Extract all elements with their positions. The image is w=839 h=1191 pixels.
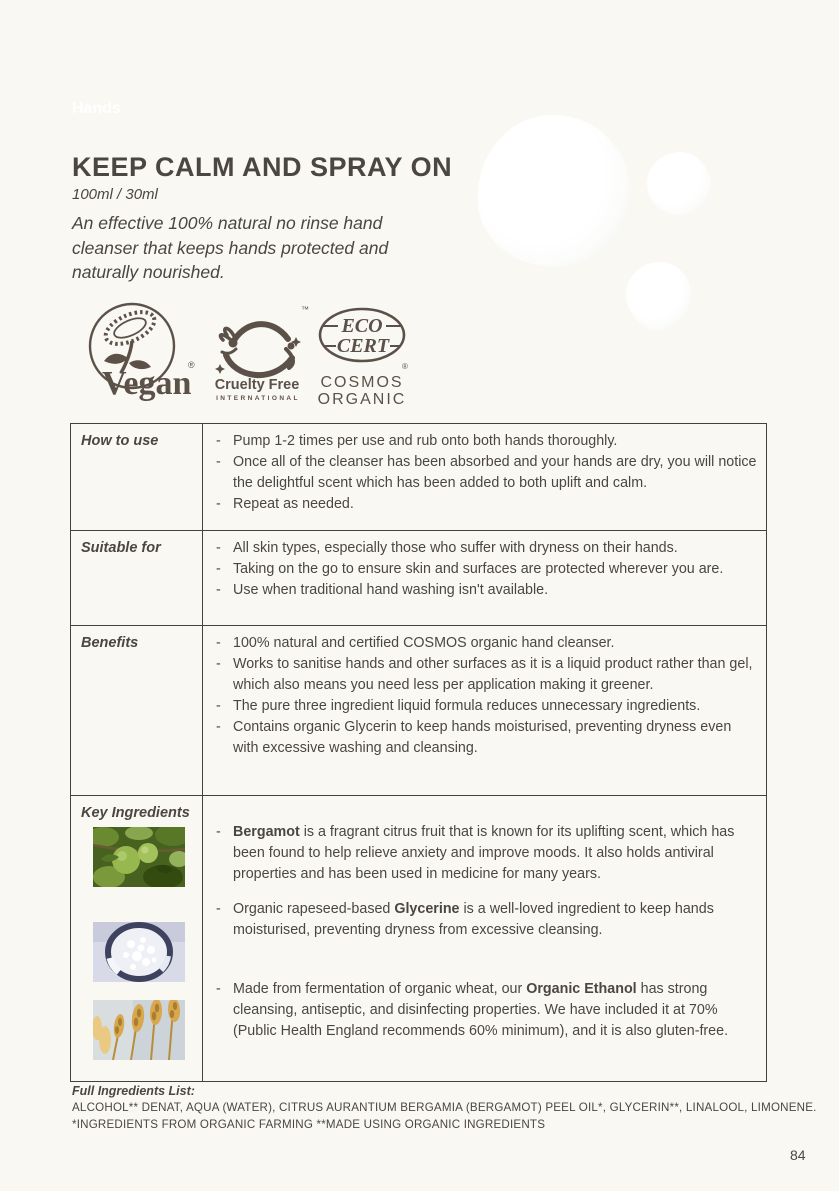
bullet-list — [213, 431, 760, 515]
droplet-medium — [647, 152, 711, 215]
svg-text:Vegan: Vegan — [102, 365, 192, 402]
table-row-benefits — [71, 625, 766, 795]
bullet-item: - Works to sanitise hands and other surfaces as it is a liquid product rather than gel, which also means you need less per application making it greener. — [213, 654, 760, 696]
table-row-how-to-use — [71, 424, 766, 530]
row-label: How to use — [71, 424, 203, 530]
ingredient-list — [213, 822, 760, 1042]
ecocert-logo-icon — [316, 306, 412, 406]
bullet-item: - All skin types, especially those who suffer with dryness on their hands. — [213, 538, 760, 559]
glycerine-photo — [93, 922, 185, 982]
row-label: Key Ingredients — [81, 805, 190, 821]
full-ingredients-label: Full Ingredients List: — [72, 1084, 195, 1098]
bullet-item: - 100% natural and certified COSMOS organic hand cleanser. — [213, 633, 760, 654]
svg-text:INTERNATIONAL: INTERNATIONAL — [216, 395, 300, 402]
row-label: Benefits — [71, 626, 203, 795]
vegan-logo-icon — [76, 300, 198, 402]
droplet-large — [469, 107, 637, 274]
bullet-item: - Repeat as needed. — [213, 494, 760, 515]
bullet-list — [213, 538, 760, 601]
bergamot-photo — [93, 827, 185, 887]
full-ingredients-line1: ALCOHOL** DENAT, AQUA (WATER), CITRUS AURANTIUM BERGAMIA (BERGAMOT) PEEL OIL*, GLYCERIN**, LINALOOL, LIMONENE. — [72, 1101, 817, 1114]
svg-text:Cruelty Free: Cruelty Free — [214, 377, 300, 393]
bullet-item: - Pump 1-2 times per use and rub onto both hands thoroughly. — [213, 431, 760, 452]
bullet-item: - Once all of the cleanser has been absorbed and your hands are dry, you will notice the delightful scent which has been added to both uplift and calm. — [213, 452, 760, 494]
wheat-photo — [93, 1000, 185, 1060]
row-label: Suitable for — [71, 531, 203, 625]
section-label: Hands — [72, 100, 121, 117]
product-volume: 100ml / 30ml — [72, 186, 158, 203]
row-content — [203, 796, 766, 1081]
bullet-item: - Use when traditional hand washing isn't available. — [213, 580, 760, 601]
svg-text:COSMOS: COSMOS — [320, 374, 404, 391]
cruelty-free-logo-icon — [206, 302, 310, 402]
svg-text:®: ® — [188, 360, 195, 370]
row-content — [203, 626, 766, 795]
svg-text:™: ™ — [301, 305, 309, 314]
bullet-item: - The pure three ingredient liquid formula reduces unnecessary ingredients. — [213, 696, 760, 717]
bullet-list — [213, 633, 760, 759]
svg-text:®: ® — [402, 362, 408, 371]
bullet-item: - Taking on the go to ensure skin and surfaces are protected wherever you are. — [213, 559, 760, 580]
ingredient-item: - Bergamot is a fragrant citrus fruit that is known for its uplifting scent, which has been found to help relieve anxiety and improve moods. It also holds antiviral properties and has been used in medicine for many years. — [213, 822, 760, 885]
ingredient-item: - Organic rapeseed-based Glycerine is a well-loved ingredient to keep hands moisturised, preventing dryness from excessive cleansing. — [213, 899, 760, 941]
svg-text:CERT: CERT — [336, 335, 390, 357]
product-info-table — [70, 423, 767, 1082]
full-ingredients-line2: *INGREDIENTS FROM ORGANIC FARMING **MADE USING ORGANIC INGREDIENTS — [72, 1118, 546, 1131]
row-content — [203, 424, 766, 530]
table-row-key-ingredients — [71, 795, 766, 1081]
page-number: 84 — [790, 1147, 806, 1163]
row-content — [203, 531, 766, 625]
droplet-small — [622, 258, 696, 334]
svg-text:ORGANIC: ORGANIC — [317, 391, 407, 406]
row-label-cell — [71, 796, 203, 1081]
product-title: KEEP CALM AND SPRAY ON — [72, 152, 453, 182]
svg-text:ECO: ECO — [341, 315, 383, 337]
table-row-suitable-for — [71, 530, 766, 625]
product-description: An effective 100% natural no rinse hand cleanser that keeps hands protected and naturally nourished. — [72, 213, 389, 282]
ingredient-item: - Made from fermentation of organic wheat, our Organic Ethanol has strong cleansing, antiseptic, and disinfecting properties. We have included it at 70% (Public Health England recommends 60% minimum), and it is also gluten-free. — [213, 979, 760, 1042]
bullet-item: - Contains organic Glycerin to keep hands moisturised, preventing dryness even with excessive washing and cleansing. — [213, 717, 760, 759]
